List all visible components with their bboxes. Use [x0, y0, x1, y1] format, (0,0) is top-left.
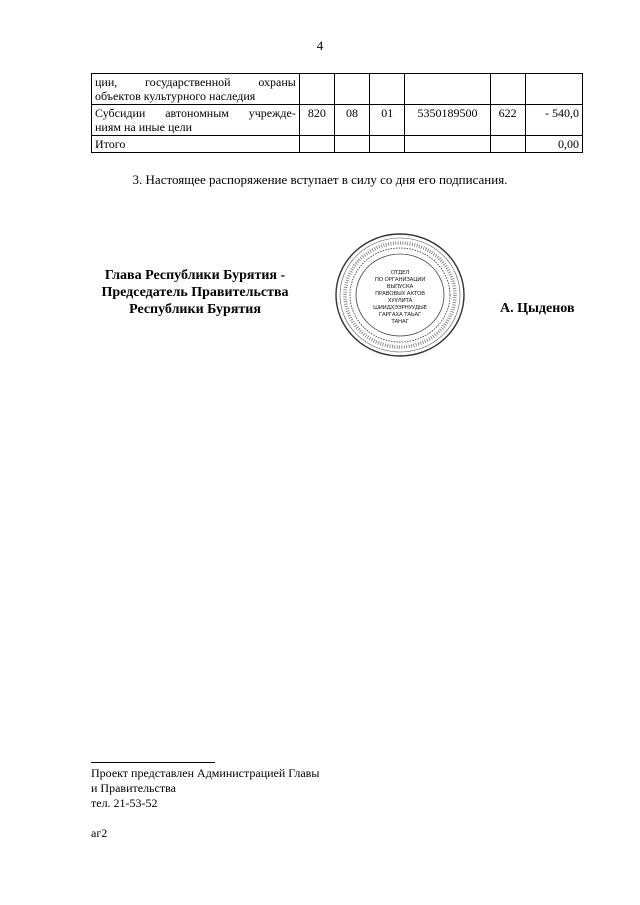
- table-row: [92, 136, 583, 153]
- seal-line: ВЫПУСКА: [386, 284, 414, 290]
- table-cell: [370, 136, 405, 153]
- table-cell: 820: [299, 105, 334, 136]
- seal-line: ОТДЕЛ: [390, 270, 410, 276]
- table-cell: 0,00: [525, 136, 582, 153]
- description-line: объектов культурного наследия: [95, 89, 256, 103]
- seal-line: ШИИДХЭЭРНУУДЫЕ: [373, 305, 427, 311]
- seal-line: ГАРГАХА ТАЬАГ: [378, 312, 422, 318]
- seal-line: ПО ОРГАНИЗАЦИИ: [374, 277, 426, 283]
- description-line: Субсидии автономным учрежде-: [95, 106, 296, 120]
- document-code: аг2: [91, 826, 108, 840]
- table-cell: [334, 74, 369, 105]
- footnote-line: и Правительства: [91, 781, 176, 795]
- footnote-line: Проект представлен Администрацией Главы: [91, 766, 320, 780]
- table-cell: [334, 136, 369, 153]
- seal-text: [364, 270, 436, 326]
- table-cell: [299, 136, 334, 153]
- table-cell: 08: [334, 105, 369, 136]
- description-line: ниям на иные цели: [95, 120, 193, 134]
- table-cell: - 540,0: [525, 105, 582, 136]
- signer-title-line: Глава Республики Бурятия -: [104, 268, 286, 283]
- table-cell: 622: [490, 105, 525, 136]
- seal-line: ПРАВОВЫХ АКТОВ: [375, 291, 425, 297]
- description-line: ции, государственной охраны: [95, 75, 296, 89]
- row-description: [92, 136, 300, 153]
- clause-text: 3. Настоящее распоряжение вступает в силу со дня его подписания.: [132, 172, 508, 187]
- signer-name: А. Цыденов: [500, 301, 575, 316]
- table-cell: [405, 74, 490, 105]
- signer-title-line: Председатель Правительства: [101, 285, 289, 300]
- table-cell: [299, 74, 334, 105]
- description-line: Итого: [95, 137, 126, 151]
- table-cell: [490, 136, 525, 153]
- row-description: [92, 74, 300, 105]
- signer-title-line: Республики Бурятия: [129, 302, 261, 317]
- signer-title: [80, 267, 310, 318]
- table-cell: 5350189500: [405, 105, 490, 136]
- footnote-divider: [91, 762, 215, 763]
- table-cell: [405, 136, 490, 153]
- seal-line: ХУУЛИТА: [387, 298, 413, 304]
- table-row: [92, 74, 583, 105]
- table-cell: [490, 74, 525, 105]
- table-cell: [525, 74, 582, 105]
- row-description: [92, 105, 300, 136]
- seal-line: ТАНАГ: [391, 319, 409, 325]
- table-cell: [370, 74, 405, 105]
- budget-table: [91, 73, 583, 153]
- footnote: [91, 766, 391, 811]
- footnote-line: тел. 21-53-52: [91, 796, 158, 810]
- page-number: 4: [316, 38, 324, 53]
- table-cell: 01: [370, 105, 405, 136]
- table-row: [92, 105, 583, 136]
